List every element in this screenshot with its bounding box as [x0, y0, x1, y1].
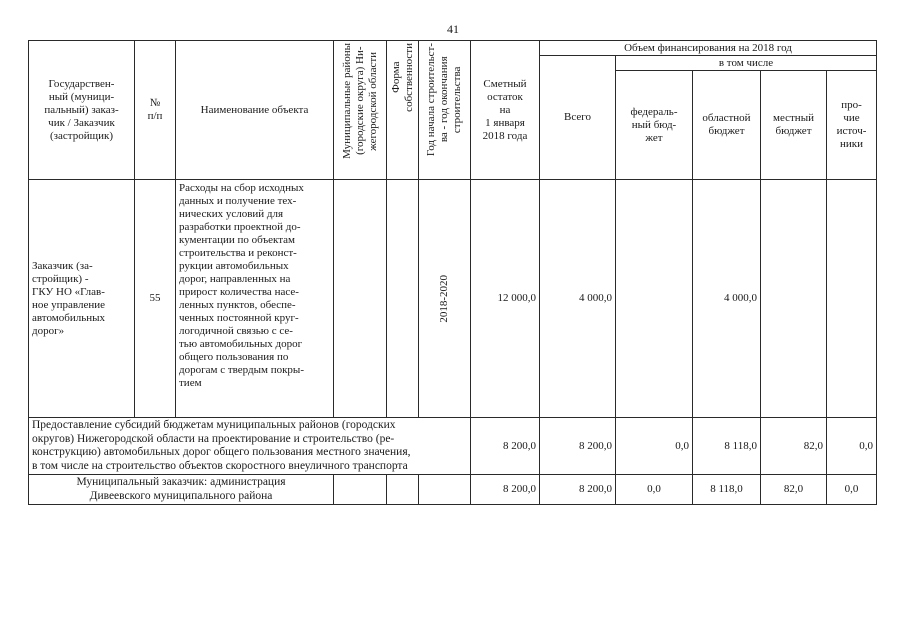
header-customer: Государствен- ный (муници- пальный) заказ- чик / Заказчик (застройщик) — [29, 41, 135, 180]
row3-district — [334, 475, 387, 505]
row3-federal: 0,0 — [616, 475, 693, 505]
table-row — [29, 180, 877, 418]
row3-years — [419, 475, 471, 505]
row2-federal: 0,0 — [616, 418, 693, 475]
row1-years-text: 2018-2020 — [438, 274, 450, 323]
header-financing-group: Объем финансирования на 2018 год — [540, 41, 877, 56]
row3-ownership — [387, 475, 419, 505]
header-estimate: Сметный остаток на 1 января 2018 года — [471, 41, 540, 180]
row1-local — [761, 180, 827, 418]
row1-ownership — [387, 180, 419, 418]
page-number: 41 — [447, 22, 459, 36]
row2-local: 82,0 — [761, 418, 827, 475]
row3-local: 82,0 — [761, 475, 827, 505]
header-years — [419, 41, 471, 180]
row1-number: 55 — [135, 180, 176, 418]
row2-other: 0,0 — [827, 418, 877, 475]
header-district-text: Муниципальные районы (городские округа) Ни- жегородской области — [340, 43, 379, 159]
row2-regional: 8 118,0 — [693, 418, 761, 475]
header-object-name: Наименование объекта — [176, 41, 334, 180]
row1-regional: 4 000,0 — [693, 180, 761, 418]
header-total: Всего — [540, 56, 616, 180]
row3-estimate: 8 200,0 — [471, 475, 540, 505]
row1-years — [419, 180, 471, 418]
row2-total: 8 200,0 — [540, 418, 616, 475]
row1-total: 4 000,0 — [540, 180, 616, 418]
row1-district — [334, 180, 387, 418]
row1-object: Расходы на сбор исходных данных и получение тех- нических условий для разработки проектной до- кументации по объектам строительства и реконст- рукции автомобильных дорог, направленных на прирост количества насе- ленных пунктов, обеспе- ченных постоянной круг- логодичной связью с се- тью автомобильных дорог общего пользования по дорогам с твердым покры- тием — [176, 180, 334, 418]
header-number: № п/п — [135, 41, 176, 180]
header-district — [334, 41, 387, 180]
header-row-1 — [29, 41, 877, 56]
header-ownership-text: Форма собственности — [389, 43, 415, 112]
row2-estimate: 8 200,0 — [471, 418, 540, 475]
header-local: местный бюджет — [761, 71, 827, 180]
row3-customer: Муниципальный заказчик: администрация Дивеевского муниципального района — [29, 475, 334, 505]
row3-total: 8 200,0 — [540, 475, 616, 505]
table-row — [29, 475, 877, 505]
header-other: про- чие источ- ники — [827, 71, 877, 180]
header-federal: федераль- ный бюд- жет — [616, 71, 693, 180]
table-row — [29, 418, 877, 475]
header-regional: областной бюджет — [693, 71, 761, 180]
row1-other — [827, 180, 877, 418]
header-years-text: Год начала строительст- ва - год окончания строительства — [425, 43, 463, 157]
row1-estimate: 12 000,0 — [471, 180, 540, 418]
row1-federal — [616, 180, 693, 418]
financing-table — [28, 40, 877, 505]
row3-regional: 8 118,0 — [693, 475, 761, 505]
row2-description: Предоставление субсидий бюджетам муниципальных районов (городских округов) Нижегородской области на проектирование и строительство (ре- конструкцию) автомобильных дорог общего пользования местного значения, в том числе на строительство объектов скоростного внеуличного транспорта — [29, 418, 471, 475]
row1-customer: Заказчик (за- стройщик) - ГКУ НО «Глав- ное управление автомобильных дорог» — [29, 180, 135, 418]
header-ownership — [387, 41, 419, 180]
row3-other: 0,0 — [827, 475, 877, 505]
header-including: в том числе — [616, 56, 877, 71]
